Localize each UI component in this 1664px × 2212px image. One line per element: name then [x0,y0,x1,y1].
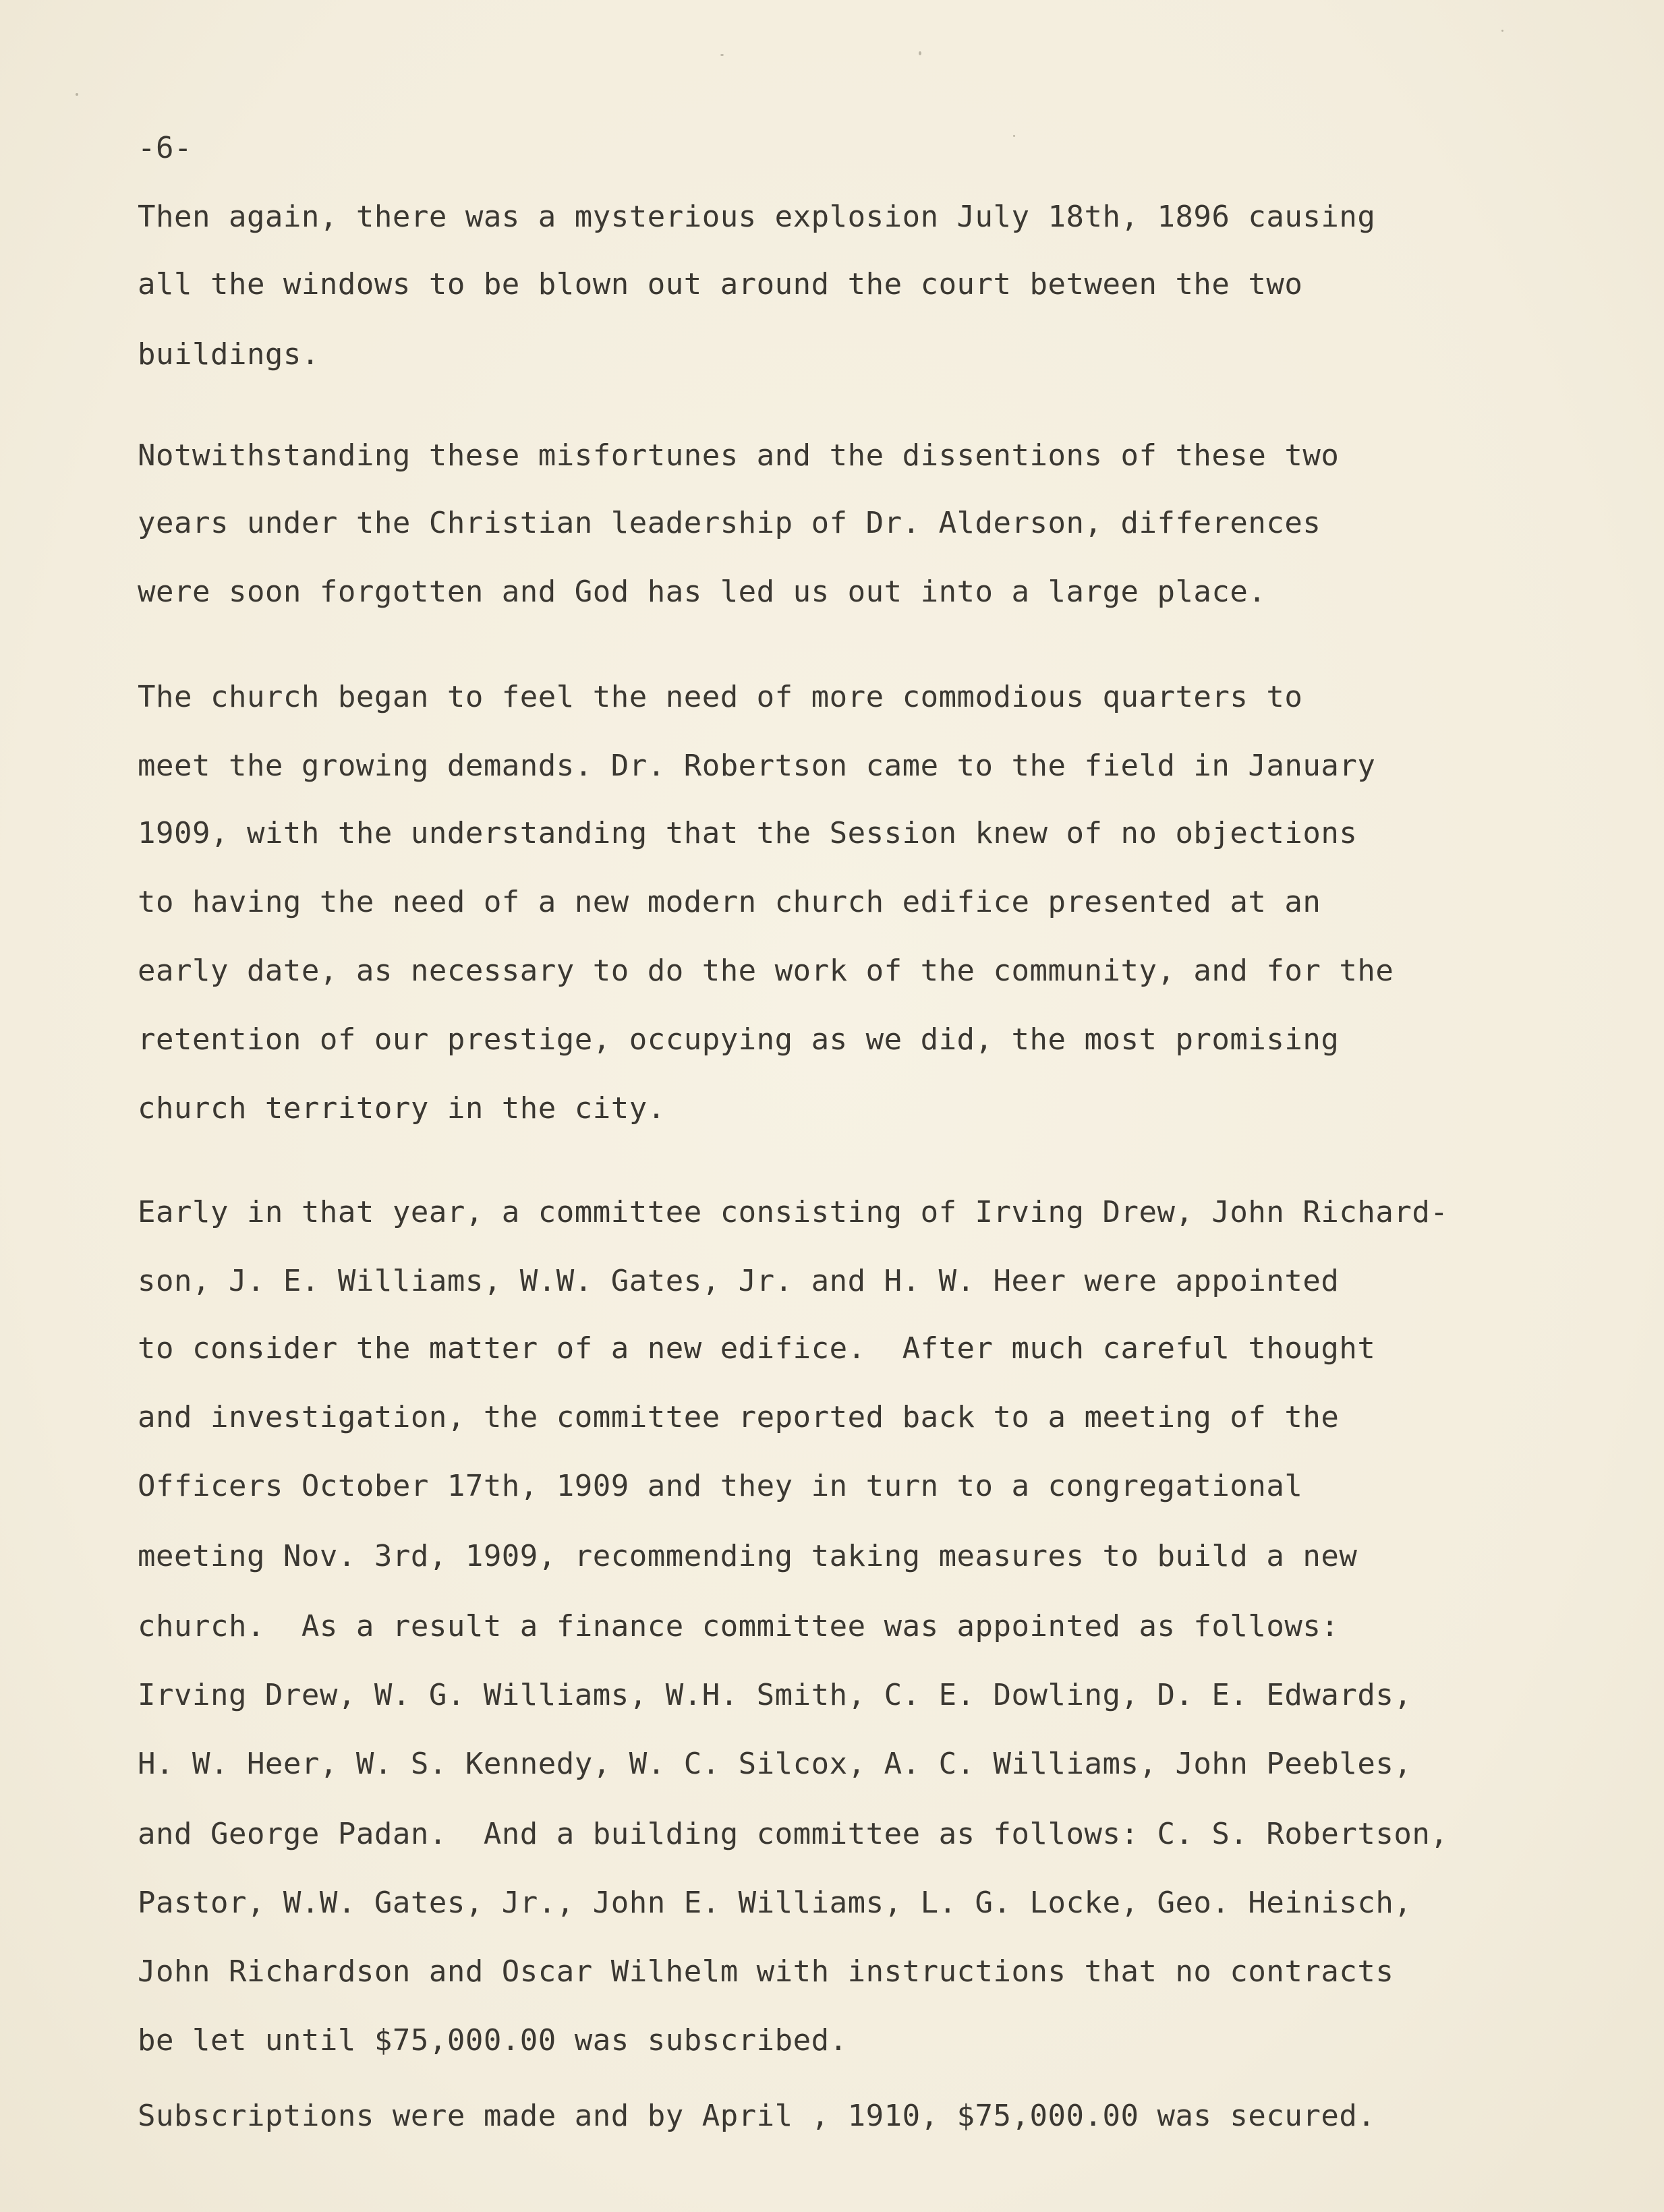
text-line: church territory in the city. [138,1091,666,1126]
text-line: church. As a result a finance committee was appointed as follows: [138,1609,1340,1643]
text-line: The church began to feel the need of more commodious quarters to [138,680,1303,714]
text-line: meeting Nov. 3rd, 1909, recommending taking measures to build a new [138,1539,1358,1573]
text-line: Irving Drew, W. G. Williams, W.H. Smith, C. E. Dowling, D. E. Edwards, [138,1678,1412,1712]
paper-speck [919,51,921,55]
paper-speck [720,54,724,56]
text-line: early date, as necessary to do the work of the community, and for the [138,954,1394,988]
text-line: retention of our prestige, occupying as we did, the most promising [138,1022,1340,1057]
page-number: -6- [138,131,192,165]
text-line: meet the growing demands. Dr. Robertson came to the field in January [138,749,1376,783]
text-line: years under the Christian leadership of Dr. Alderson, differences [138,506,1321,540]
text-line: Officers October 17th, 1909 and they in turn to a congregational [138,1469,1303,1503]
text-line: 1909, with the understanding that the Session knew of no objections [138,816,1358,850]
paper-speck [1013,135,1015,137]
text-line: Early in that year, a committee consisting of Irving Drew, John Richard- [138,1195,1449,1229]
text-line: John Richardson and Oscar Wilhelm with instructions that no contracts [138,1954,1394,1989]
text-line: Pastor, W.W. Gates, Jr., John E. Williams, L. G. Locke, Geo. Heinisch, [138,1886,1412,1920]
text-line: to having the need of a new modern church edifice presented at an [138,885,1321,919]
text-line: Then again, there was a mysterious explosion July 18th, 1896 causing [138,200,1376,234]
text-line: H. W. Heer, W. S. Kennedy, W. C. Silcox, A. C. Williams, John Peebles, [138,1747,1412,1781]
text-line: and George Padan. And a building committee as follows: C. S. Robertson, [138,1817,1449,1851]
text-line: to consider the matter of a new edifice. After much careful thought [138,1331,1376,1366]
text-line: were soon forgotten and God has led us out into a large place. [138,575,1267,609]
text-line: all the windows to be blown out around the court between the two [138,267,1303,301]
text-line: son, J. E. Williams, W.W. Gates, Jr. and H. W. Heer were appointed [138,1264,1340,1298]
paper-speck [1501,30,1503,32]
text-line: and investigation, the committee reported back to a meeting of the [138,1400,1340,1434]
paper-speck [76,93,78,96]
text-line: Subscriptions were made and by April , 1910, $75,000.00 was secured. [138,2099,1376,2133]
text-line: buildings. [138,337,320,372]
text-line: be let until $75,000.00 was subscribed. [138,2023,848,2058]
text-line: Notwithstanding these misfortunes and the dissentions of these two [138,438,1340,473]
